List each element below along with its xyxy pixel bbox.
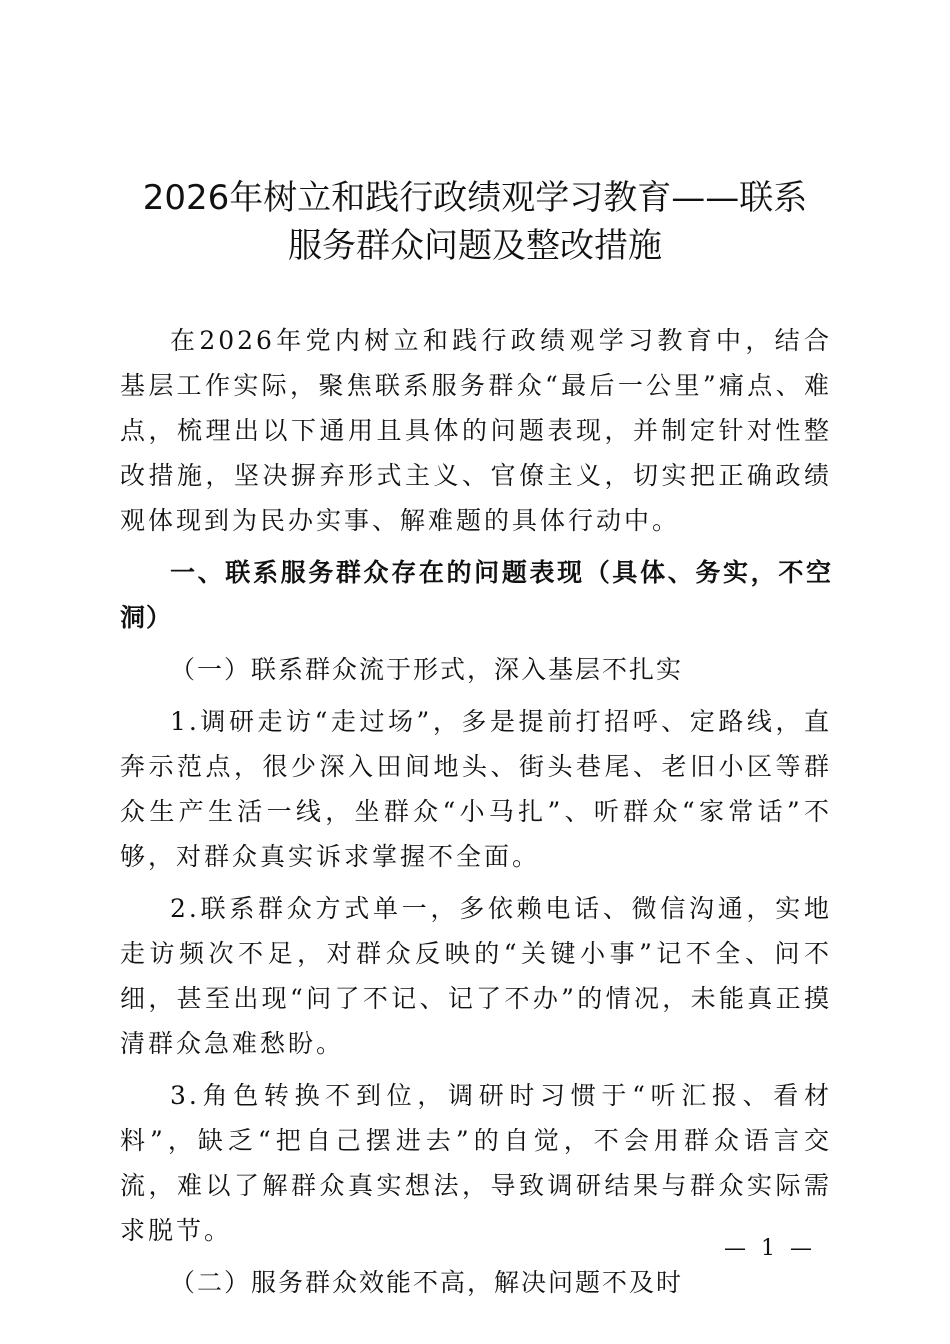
- intro-paragraph: 在2026年党内树立和践行政绩观学习教育中，结合基层工作实际，聚焦联系服务群众“最后一公里”痛点、难点，梳理出以下通用且具体的问题表现，并制定针对性整改措施，坚决摒弃形式主义、官僚主义，切实把正确政绩观体现到为民办实事、解难题的具体行动中。: [120, 326, 832, 535]
- page-number: — 1 —: [724, 1236, 816, 1261]
- subsection-heading-1: （一）联系群众流于形式，深入基层不扎实: [170, 655, 684, 684]
- document-title-line-1: 2026年树立和践行政绩观学习教育——联系: [142, 178, 808, 218]
- item-paragraph-2: 2.联系群众方式单一，多依赖电话、微信沟通，实地走访频次不足，对群众反映的“关键小事”记不全、问不细，甚至出现“问了不记、记了不办”的情况，未能真正摸清群众急难愁盼。: [120, 894, 832, 1058]
- document-body: [120, 318, 832, 1305]
- item-paragraph-3: 3.角色转换不到位，调研时习惯于“听汇报、看材料”，缺乏“把自己摆进去”的自觉，不会用群众语言交流，难以了解群众真实想法，导致调研结果与群众实际需求脱节。: [120, 1081, 832, 1245]
- section-heading-1: 一、联系服务群众存在的问题表现（具体、务实，不空洞）: [120, 558, 832, 632]
- item-paragraph-1: 1.调研走访“走过场”，多是提前打招呼、定路线，直奔示范点，很少深入田间地头、街头巷尾、老旧小区等群众生产生活一线，坐群众“小马扎”、听群众“家常话”不够，对群众真实诉求掌握不全面。: [120, 707, 832, 871]
- document-title-line-2: 服务群众问题及整改措施: [288, 226, 662, 266]
- subsection-heading-2: （二）服务群众效能不高，解决问题不及时: [170, 1268, 684, 1297]
